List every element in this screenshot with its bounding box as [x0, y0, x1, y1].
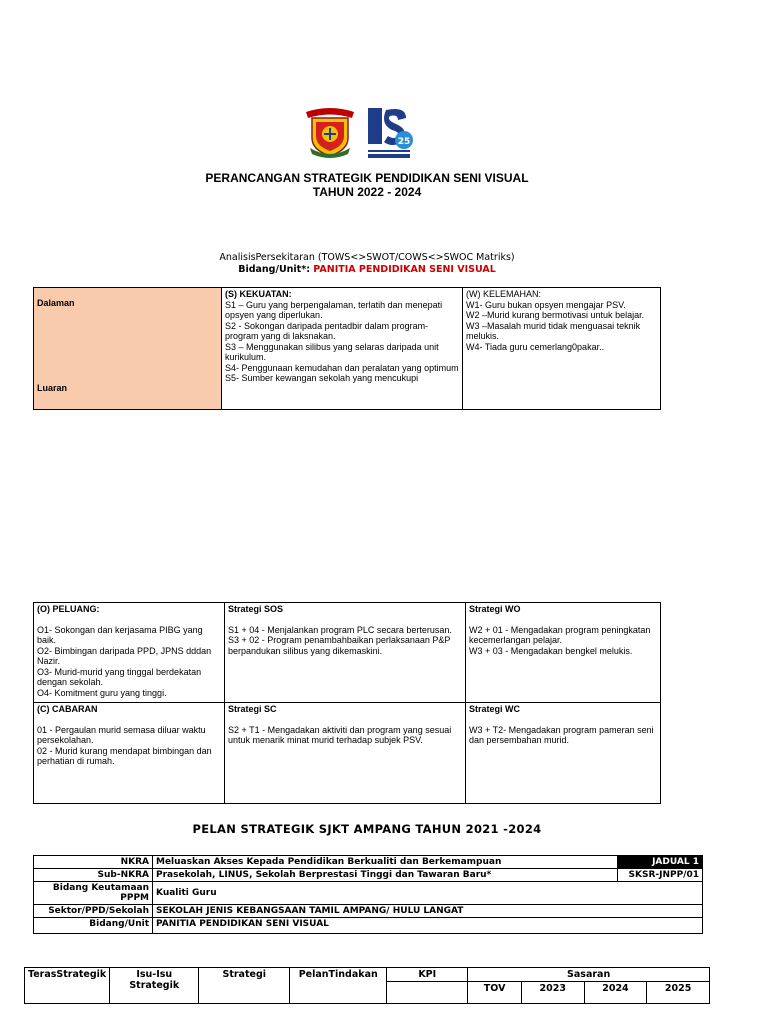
luaran-label: Luaran — [37, 383, 68, 393]
wo-title: Strategi WO — [469, 604, 521, 614]
kelemahan-items: W1- Guru bukan opsyen mengajar PSV. W2 –Murid kurang bermotivasi untuk belajar. W3 –Masalah murid tidak menguasai teknik melukis. W4- Tiada guru cemerlang0pakar.. — [466, 299, 645, 352]
table-row — [34, 869, 703, 882]
document-code: SKSR-JNPP/01 — [618, 869, 703, 882]
col-header-teras: TerasStrategik — [25, 968, 110, 1004]
cabaran-title: (C) CABARAN — [37, 704, 98, 714]
peluang-items: O1- Sokongan dan kerjasama PIBG yang baik. O2- Bimbingan daripada PPD, JPNS dddan Nazir. O3- Murid-murid yang tinggal berdekatan dengan sekolah. O4- Komitment guru yang tinggi. — [37, 624, 212, 698]
analisis-heading: AnalisisPersekitaran (TOWS<>SWOT/COWS<>SWOC Matriks) — [219, 252, 515, 263]
kelemahan-title: (W) KELEMAHAN: — [466, 289, 542, 299]
sc-title: Strategi SC — [228, 704, 277, 714]
col-header-2023: 2023 — [521, 982, 584, 1004]
kelemahan-cell — [463, 288, 661, 410]
kekuatan-cell — [222, 288, 463, 410]
swot-strategy-table — [33, 602, 661, 804]
table-row — [34, 856, 703, 869]
col-header-isu: Isu-Isu Strategik — [110, 968, 199, 1004]
school-crest-icon — [302, 104, 358, 160]
page-subtitle-years: TAHUN 2022 - 2024 — [312, 185, 422, 199]
nkra-value: Meluaskan Akses Kepada Pendidikan Berkualiti dan Berkemampuan — [153, 856, 618, 869]
pelan-info-table — [33, 855, 703, 934]
wc-cell — [466, 703, 661, 804]
table-row — [34, 905, 703, 918]
bidang-value: PANITIA PENDIDIKAN SENI VISUAL — [313, 264, 496, 275]
swot-internal-table — [33, 287, 661, 410]
table-header-row — [25, 968, 710, 982]
col-header-sasaran: Sasaran — [468, 968, 710, 982]
wo-cell — [466, 603, 661, 703]
col-header-kpi: KPI — [387, 968, 468, 982]
bidang-label: Bidang/Unit*: — [238, 264, 314, 275]
bidang-keutamaan-value: Kualiti Guru — [153, 882, 703, 905]
wc-items: W3 + T2- Mengadakan program pameran seni dan persembahan murid. — [469, 724, 654, 745]
subnkra-value: Prasekolah, LINUS, Sekolah Berprestasi Tinggi dan Tawaran Baru* — [153, 869, 618, 882]
jadual-badge: JADUAL 1 — [618, 856, 703, 869]
sos-cell — [225, 603, 466, 703]
col-header-2025: 2025 — [647, 982, 710, 1004]
table-row — [34, 918, 703, 934]
bidang-unit-label: Bidang/Unit — [34, 918, 153, 934]
table-row — [34, 882, 703, 905]
svg-text:25: 25 — [397, 137, 411, 147]
strategy-plan-table — [24, 967, 710, 1004]
cabaran-items: 01 - Pergaulan murid semasa diluar waktu persekolahan. 02 - Murid kurang mendapat bimbingan dan perhatian di rumah. — [37, 724, 212, 766]
sos-items: S1 + 04 - Menjalankan program PLC secara berterusan. S3 + 02 - Program penambahbaikan perlaksanaan P&P berpandukan silibus yang dikemaskini. — [228, 624, 452, 656]
sc-cell — [225, 703, 466, 804]
bidang-unit-value: PANITIA PENDIDIKAN SENI VISUAL — [153, 918, 703, 934]
sos-title: Strategi SOS — [228, 604, 284, 614]
pelan-title: PELAN STRATEGIK SJKT AMPANG TAHUN 2021 -2024 — [192, 822, 542, 836]
sektor-value: SEKOLAH JENIS KEBANGSAAN TAMIL AMPANG/ HULU LANGAT — [153, 905, 703, 918]
wo-items: W2 + 01 - Mengadakan program peningkatan kecemerlangan pelajar. W3 + 03 - Mengadakan bengkel melukis. — [469, 624, 651, 656]
kekuatan-items: S1 – Guru yang berpengalaman, terlatih dan menepati opsyen yang diperlukan. S2 - Sokongan daripada pentadbir dalam program-program yang di laksnakan. S3 – Menggunakan silibus yang selaras daripada unit kurikulum. S4- Penggunaan kemudahan dan peralatan yang optimum S5- Sumber kewangan sekolah yang mencukupi — [225, 299, 459, 383]
bidang-heading — [0, 264, 734, 276]
peluang-cell — [34, 603, 225, 703]
ppd-25-logo-icon — [362, 102, 416, 160]
sektor-label: Sektor/PPD/Sekolah — [34, 905, 153, 918]
nkra-label: NKRA — [34, 856, 153, 869]
wc-title: Strategi WC — [469, 704, 521, 714]
col-header-pelan-tindakan: PelanTindakan — [290, 968, 387, 1004]
bidang-keutamaan-label: Bidang Keutamaan PPPM — [34, 882, 153, 905]
subnkra-label: Sub-NKRA — [34, 869, 153, 882]
page-title: PERANCANGAN STRATEGIK PENDIDIKAN SENI VISUAL — [205, 171, 529, 185]
dalaman-luaran-cell — [34, 288, 222, 410]
peluang-title: (O) PELUANG: — [37, 604, 100, 614]
col-header-2024: 2024 — [584, 982, 647, 1004]
col-header-tov: TOV — [468, 982, 522, 1004]
dalaman-label: Dalaman — [37, 298, 75, 308]
kpi-empty-cell — [387, 982, 468, 1004]
cabaran-cell — [34, 703, 225, 804]
kekuatan-title: (S) KEKUATAN: — [225, 289, 292, 299]
col-header-strategi: Strategi — [199, 968, 290, 1004]
sc-items: S2 + T1 - Mengadakan aktiviti dan program yang sesuai untuk menarik minat murid terhadap subjek PSV. — [228, 724, 452, 745]
